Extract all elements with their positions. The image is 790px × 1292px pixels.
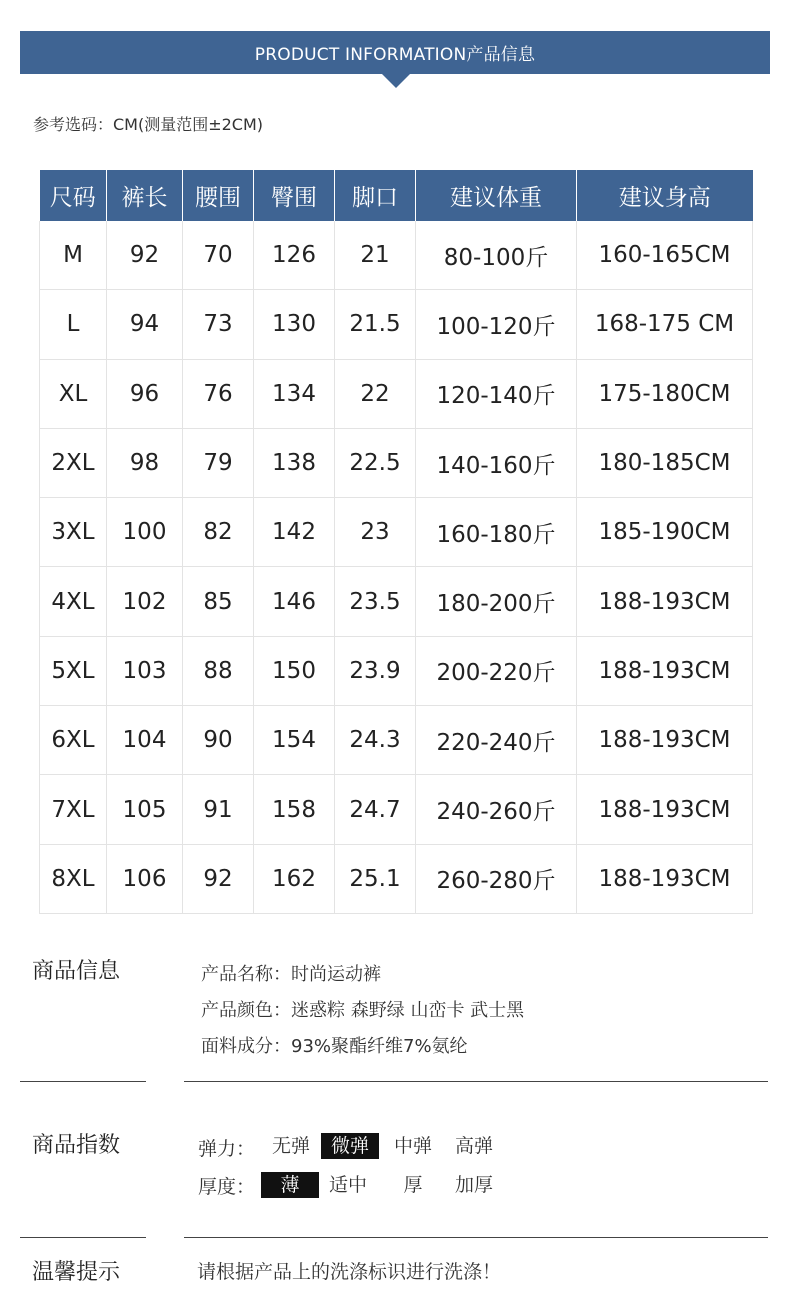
table-cell: 79 [183,428,254,497]
elasticity-option: 高弹 [454,1135,493,1157]
table-row [40,775,753,844]
table-row [40,844,753,913]
table-cell: 70 [183,221,254,290]
table-cell: 200-220斤 [416,636,577,705]
thickness-option: 厚 [403,1174,423,1196]
table-cell: 175-180CM [577,359,753,428]
table-row [40,428,753,497]
table-cell: 24.7 [335,775,416,844]
table-cell: 102 [107,567,183,636]
table-cell: 92 [183,844,254,913]
table-cell: 88 [183,636,254,705]
banner-arrow [382,74,410,88]
table-cell: 130 [254,290,335,359]
divider [184,1081,768,1082]
table-cell: 92 [107,221,183,290]
table-header-cell: 裤长 [107,170,183,221]
table-header-cell: 腰围 [183,170,254,221]
table-cell: 22.5 [335,428,416,497]
table-cell: 146 [254,567,335,636]
table-row [40,706,753,775]
size-table-body [40,221,753,913]
table-cell: 25.1 [335,844,416,913]
table-header-cell: 尺码 [40,170,107,221]
table-row [40,636,753,705]
product-info-title: 商品信息 [32,959,121,984]
table-cell: 162 [254,844,335,913]
table-cell: 240-260斤 [416,775,577,844]
table-cell: 8XL [40,844,107,913]
table-cell: 4XL [40,567,107,636]
product-fabric-line: 面料成分：93%聚酯纤维7%氨纶 [201,1036,468,1057]
table-row [40,498,753,567]
table-cell: 22 [335,359,416,428]
thickness-option: 适中 [328,1174,367,1196]
table-cell: 120-140斤 [416,359,577,428]
table-cell: 73 [183,290,254,359]
divider [184,1237,768,1238]
table-cell: 188-193CM [577,775,753,844]
table-cell: 188-193CM [577,636,753,705]
thickness-option-selected: 薄 [261,1172,319,1198]
table-cell: 82 [183,498,254,567]
tips-text: 请根据产品上的洗涤标识进行洗涤！ [197,1261,502,1283]
elasticity-option: 中弹 [393,1135,432,1157]
table-cell: 105 [107,775,183,844]
table-cell: 220-240斤 [416,706,577,775]
table-cell: 106 [107,844,183,913]
table-cell: 158 [254,775,335,844]
thickness-label: 厚度： [198,1176,256,1198]
table-cell: 142 [254,498,335,567]
table-header-cell: 脚口 [335,170,416,221]
divider [20,1237,146,1238]
table-cell: 100-120斤 [416,290,577,359]
table-cell: 138 [254,428,335,497]
table-row [40,359,753,428]
table-row [40,221,753,290]
table-cell: 76 [183,359,254,428]
table-cell: 24.3 [335,706,416,775]
table-cell: 7XL [40,775,107,844]
table-cell: 90 [183,706,254,775]
table-cell: 134 [254,359,335,428]
table-cell: L [40,290,107,359]
table-header-cell: 建议身高 [577,170,753,221]
table-cell: 23.9 [335,636,416,705]
table-cell: 6XL [40,706,107,775]
table-cell: 94 [107,290,183,359]
table-cell: XL [40,359,107,428]
banner [20,31,770,74]
table-cell: 154 [254,706,335,775]
table-cell: 168-175 CM [577,290,753,359]
table-row [40,290,753,359]
table-header-cell: 臀围 [254,170,335,221]
table-header-row [40,170,753,221]
table-cell: 91 [183,775,254,844]
table-header-cell: 建议体重 [416,170,577,221]
table-row [40,567,753,636]
table-cell: 180-200斤 [416,567,577,636]
table-cell: 160-165CM [577,221,753,290]
table-cell: 150 [254,636,335,705]
table-cell: 126 [254,221,335,290]
table-cell: 260-280斤 [416,844,577,913]
table-cell: 21.5 [335,290,416,359]
size-table [39,170,753,914]
product-color-line: 产品颜色：迷惑粽 森野绿 山峦卡 武士黑 [201,1000,525,1021]
elasticity-label: 弹力： [198,1138,256,1160]
table-cell: 140-160斤 [416,428,577,497]
table-cell: 188-193CM [577,706,753,775]
table-cell: 98 [107,428,183,497]
table-cell: 100 [107,498,183,567]
table-cell: 188-193CM [577,567,753,636]
thickness-option: 加厚 [454,1174,493,1196]
product-index-title: 商品指数 [32,1133,121,1158]
tips-title: 温馨提示 [32,1260,121,1285]
product-name-line: 产品名称：时尚运动裤 [201,964,381,985]
elasticity-option-selected: 微弹 [321,1133,379,1159]
table-cell: 188-193CM [577,844,753,913]
table-cell: 23 [335,498,416,567]
size-reference-note: 参考选码：CM(测量范围±2CM) [33,115,264,134]
table-cell: 104 [107,706,183,775]
table-cell: 3XL [40,498,107,567]
table-cell: 5XL [40,636,107,705]
table-cell: 2XL [40,428,107,497]
table-cell: 21 [335,221,416,290]
table-cell: 103 [107,636,183,705]
table-cell: 180-185CM [577,428,753,497]
table-cell: 96 [107,359,183,428]
divider [20,1081,146,1082]
banner-title: PRODUCT INFORMATION产品信息 [254,45,536,65]
table-cell: 160-180斤 [416,498,577,567]
elasticity-option: 无弹 [271,1135,310,1157]
table-cell: 85 [183,567,254,636]
table-cell: M [40,221,107,290]
table-cell: 185-190CM [577,498,753,567]
table-cell: 23.5 [335,567,416,636]
table-cell: 80-100斤 [416,221,577,290]
